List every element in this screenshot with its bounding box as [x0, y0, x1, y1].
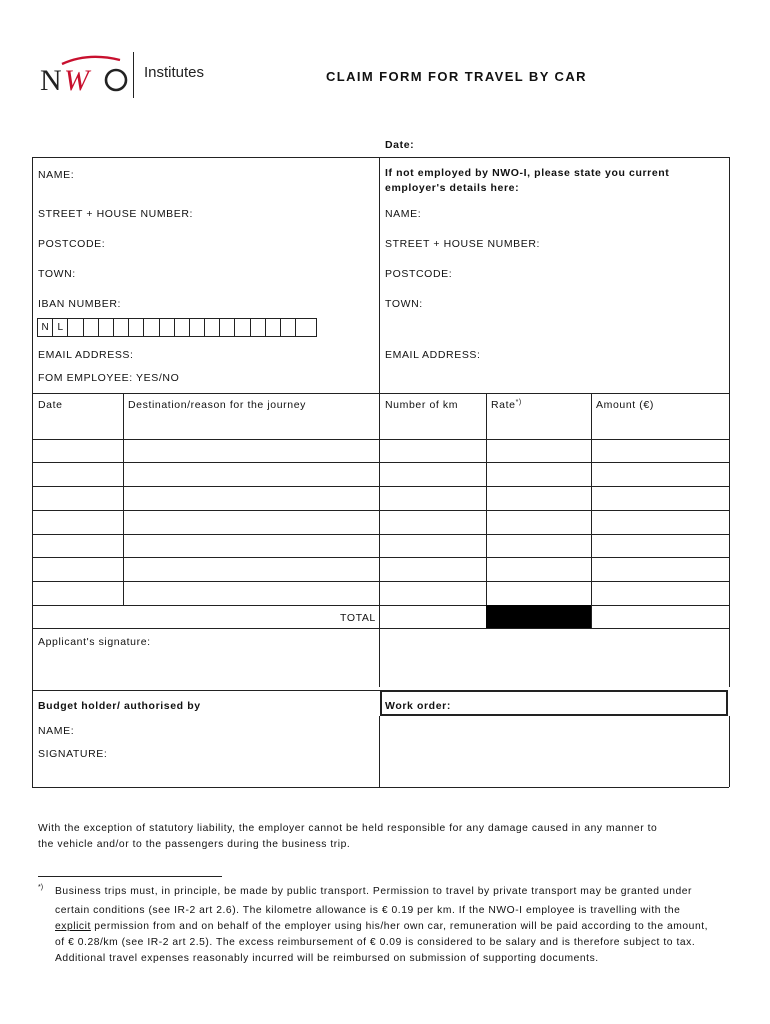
footnote-line4: of € 0.28/km (see IR-2 art 2.5). The excess reimbursement of € 0.09 is considered to be salary and is therefore subject to tax. — [55, 937, 696, 948]
col-header-amount: Amount (€) — [596, 399, 654, 411]
footnote-marker: *) — [38, 884, 44, 891]
rate-footnote-marker: *) — [515, 399, 522, 406]
authoriser-name-label: NAME: — [38, 725, 75, 737]
budget-holder-label: Budget holder/ authorised by — [38, 700, 201, 712]
street-field-label: STREET + HOUSE NUMBER: — [38, 208, 194, 220]
iban-cell[interactable] — [190, 319, 205, 336]
logo-subtitle: Institutes — [144, 64, 205, 81]
nwo-logo — [40, 50, 220, 100]
town-field-label: TOWN: — [38, 268, 76, 280]
col-header-km: Number of km — [385, 399, 459, 411]
rate-label: Rate — [491, 399, 516, 411]
employer-name-label: NAME: — [385, 208, 422, 220]
iban-cell[interactable] — [205, 319, 220, 336]
footnote-line2: certain conditions (see IR-2 art 2.6). The kilometre allowance is € 0.19 per km. If the NWO-I employee is travelling with the — [55, 905, 681, 916]
footnote-line3 — [55, 921, 708, 932]
iban-cell[interactable] — [84, 319, 99, 336]
col-header-date: Date — [38, 399, 63, 411]
employer-postcode-label: POSTCODE: — [385, 268, 453, 280]
employer-notice-line2: employer's details here: — [385, 182, 520, 194]
employer-street-label: STREET + HOUSE NUMBER: — [385, 238, 541, 250]
disclaimer-line1: With the exception of statutory liability, the employer cannot be held responsible for any damage caused in any manner to — [38, 823, 658, 834]
iban-cell[interactable] — [175, 319, 190, 336]
email-field-label: EMAIL ADDRESS: — [38, 349, 134, 361]
iban-cell[interactable] — [235, 319, 250, 336]
nwo-logo-mark — [40, 50, 135, 98]
disclaimer-line2: the vehicle and/or to the passengers during the business trip. — [38, 839, 351, 850]
iban-cell[interactable]: N — [38, 319, 53, 336]
footnote-line1: Business trips must, in principle, be made by public transport. Permission to travel by private transport may be granted under — [55, 886, 693, 897]
iban-cell[interactable] — [251, 319, 266, 336]
logo-w: W — [64, 64, 89, 97]
iban-cell[interactable] — [281, 319, 296, 336]
logo-o — [106, 70, 126, 90]
footnote-divider — [38, 876, 222, 877]
col-header-rate — [491, 399, 522, 411]
iban-cell[interactable] — [144, 319, 159, 336]
postcode-field-label: POSTCODE: — [38, 238, 106, 250]
iban-cell[interactable] — [266, 319, 281, 336]
total-rate-blackout — [486, 605, 591, 628]
employer-town-label: TOWN: — [385, 298, 423, 310]
page-title: CLAIM FORM FOR TRAVEL BY CAR — [326, 69, 587, 84]
employer-notice-line1: If not employed by NWO-I, please state you current — [385, 167, 670, 179]
footnote-line3-rest: permission from and on behalf of the employer using his/her own car, remuneration will be paid according to the amount, — [90, 921, 709, 932]
iban-cell[interactable] — [129, 319, 144, 336]
applicant-signature-label: Applicant's signature: — [38, 636, 151, 648]
work-order-label: Work order: — [385, 700, 451, 712]
total-label: TOTAL — [340, 612, 376, 624]
logo-n: N — [40, 64, 62, 97]
iban-input-boxes[interactable] — [37, 318, 317, 337]
fom-employee-label: FOM EMPLOYEE: YES/NO — [38, 372, 180, 384]
footnote-explicit: explicit — [55, 921, 91, 932]
iban-cell[interactable] — [220, 319, 235, 336]
iban-cell[interactable] — [99, 319, 114, 336]
date-label: Date: — [385, 139, 415, 151]
iban-cell[interactable] — [114, 319, 129, 336]
col-header-destination: Destination/reason for the journey — [128, 399, 306, 411]
iban-cell[interactable] — [68, 319, 83, 336]
iban-cell[interactable] — [160, 319, 175, 336]
authoriser-signature-label: SIGNATURE: — [38, 748, 108, 760]
employer-email-label: EMAIL ADDRESS: — [385, 349, 481, 361]
iban-field-label: IBAN NUMBER: — [38, 298, 122, 310]
iban-cell[interactable]: L — [53, 319, 68, 336]
iban-cell[interactable] — [296, 319, 311, 336]
footnote-line5: Additional travel expenses reasonably incurred will be reimbursed on submission of supporting documents. — [55, 953, 599, 964]
name-field-label: NAME: — [38, 169, 75, 181]
